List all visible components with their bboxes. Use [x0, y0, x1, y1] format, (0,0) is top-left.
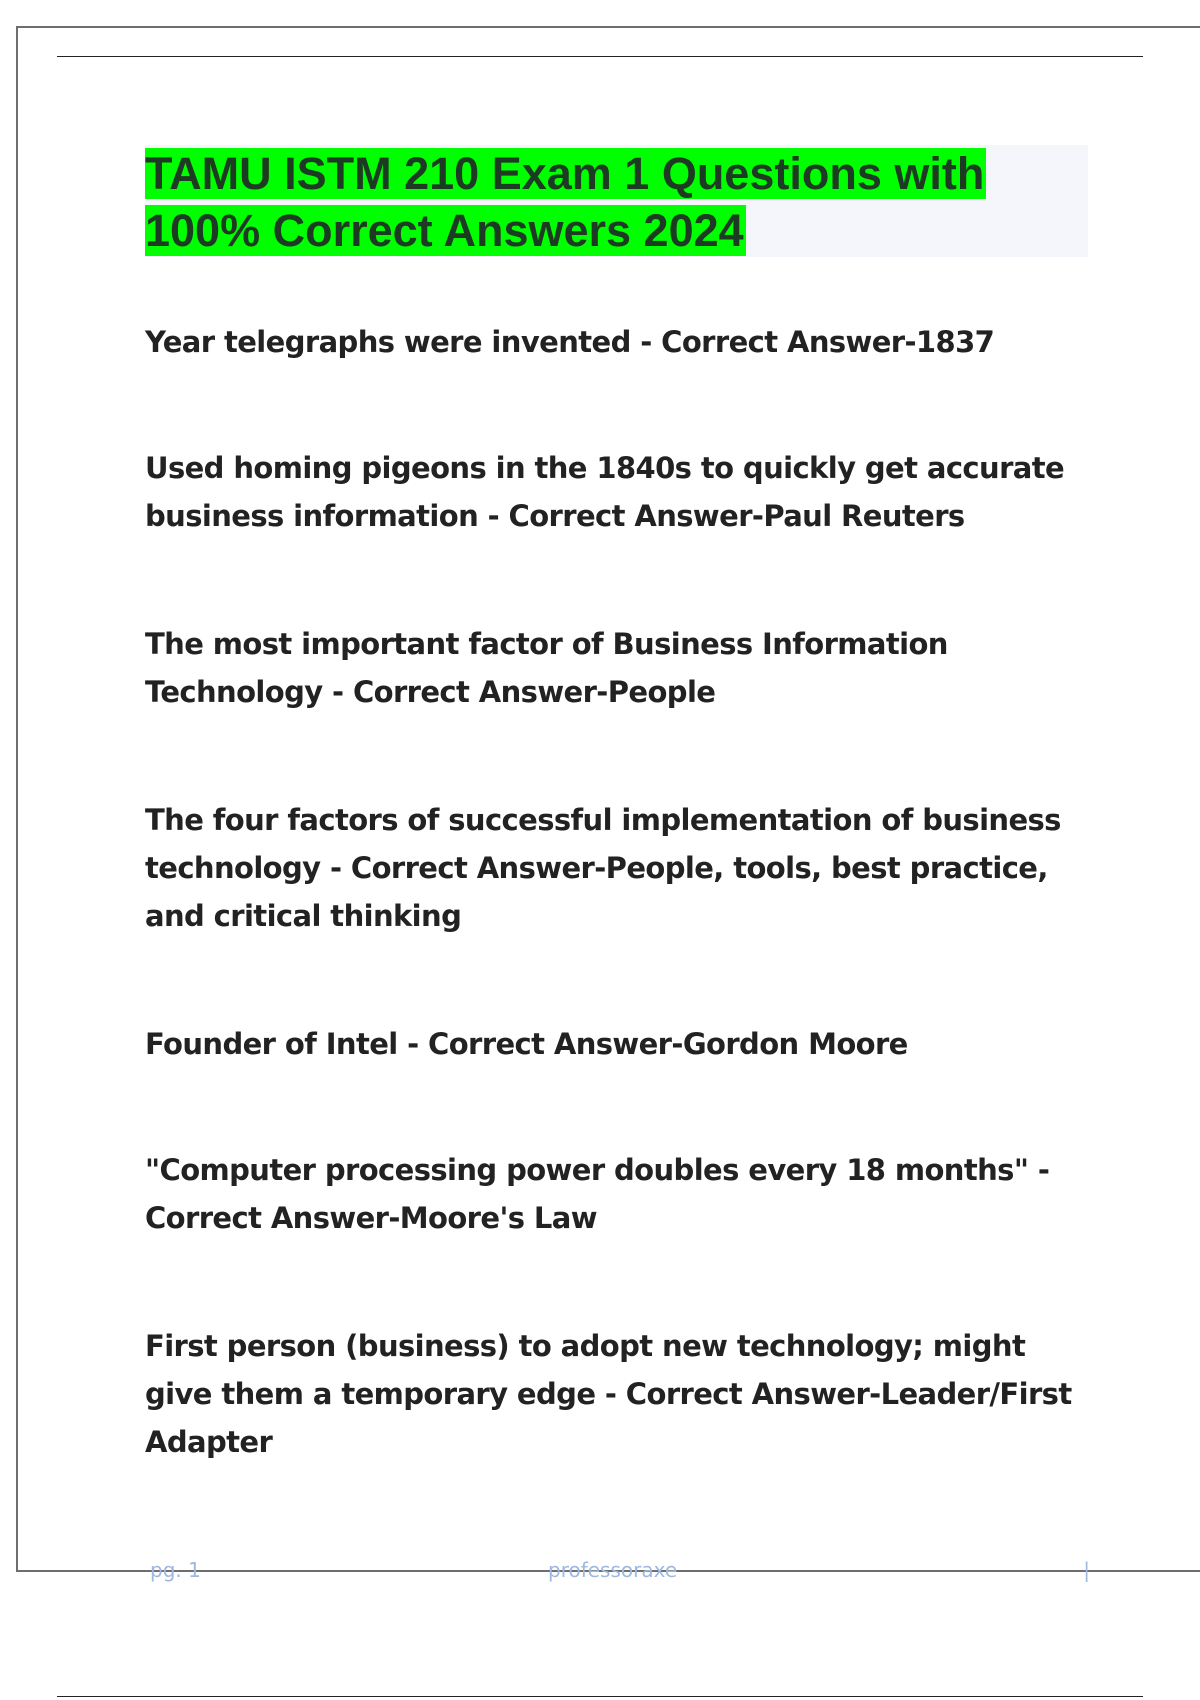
qa-item: The four factors of successful implementation of business technology - Correct Answer-People, tools, best practice, and critical thinking [145, 803, 1061, 933]
top-rule [57, 56, 1143, 57]
qa-item: Year telegraphs were invented - Correct Answer-1837 [145, 325, 995, 359]
footer-mark: | [1083, 1558, 1090, 1582]
qa-item: Used homing pigeons in the 1840s to quickly get accurate business information - Correct Answer-Paul Reuters [145, 451, 1065, 533]
page-number: pg. 1 [150, 1558, 201, 1582]
qa-item: The most important factor of Business Information Technology - Correct Answer-People [145, 627, 948, 709]
qa-item: "Computer processing power doubles every 18 months" - Correct Answer-Moore's Law [145, 1153, 1050, 1235]
page-footer [150, 1558, 1090, 1588]
qa-item: Founder of Intel - Correct Answer-Gordon Moore [145, 1027, 908, 1061]
bottom-rule [57, 1696, 1143, 1697]
qa-item: First person (business) to adopt new technology; might give them a temporary edge - Correct Answer-Leader/First Adapter [145, 1329, 1072, 1459]
title-highlight: TAMU ISTM 210 Exam 1 Questions with 100% Correct Answers 2024 [145, 148, 985, 256]
footer-author: professoraxe [548, 1558, 678, 1582]
document-title [145, 145, 1065, 259]
